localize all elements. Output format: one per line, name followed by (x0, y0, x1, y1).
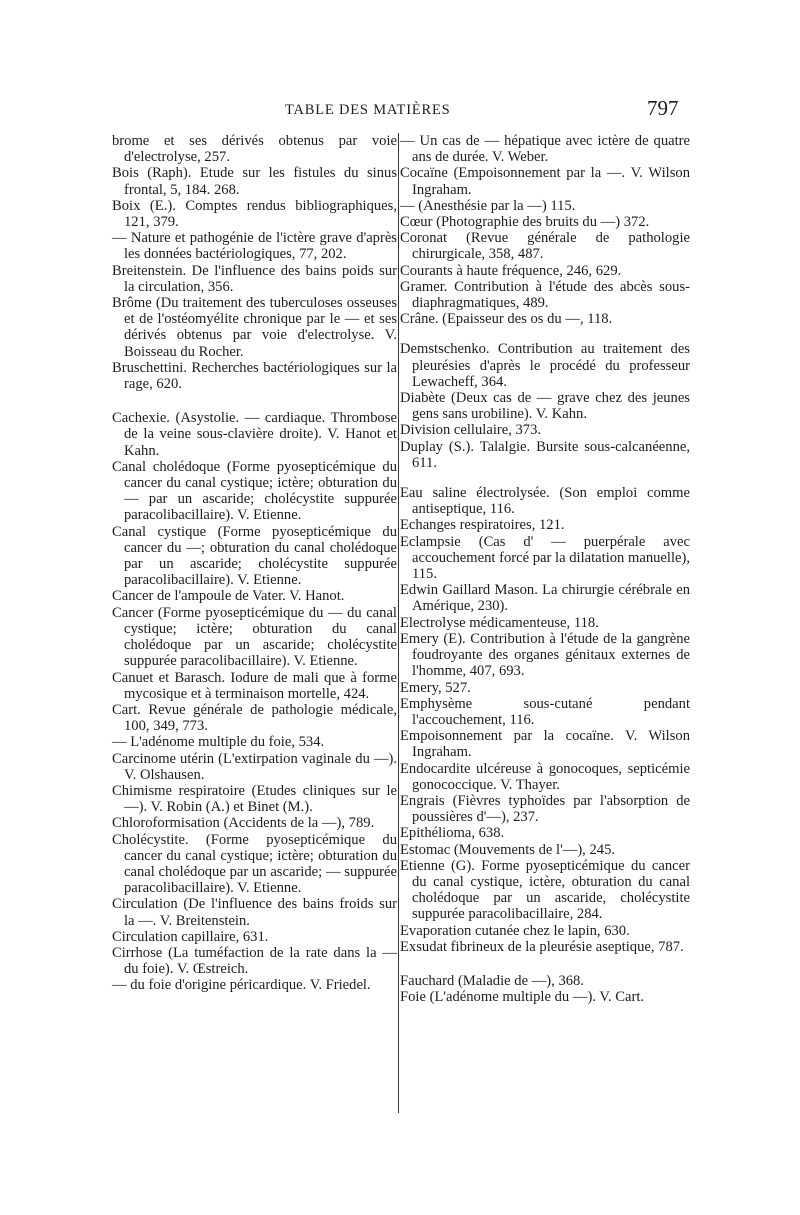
index-entry: — (Anesthésie par la —) 115. (400, 197, 576, 214)
section-gap (400, 955, 690, 973)
index-entry: Evaporation cutanée chez le lapin, 630. (400, 922, 630, 939)
index-entry: Cirrhose (La tuméfaction de la rate dans la — du foie). V. Œstreich. (112, 944, 397, 978)
index-entry: — Un cas de — hépatique avec ictère de quatre ans de durée. V. Weber. (400, 133, 690, 166)
index-entry: Bruschettini. Recherches bactériologiques sur la rage, 620. (112, 359, 397, 393)
index-entry: Exsudat fibrineux de la pleurésie aseptique, 787. (400, 938, 684, 955)
index-entry: Canal cholédoque (Forme pyosepticémique du cancer du canal cystique; ictère; obturation du — par un ascaride; cholécystite suppurée paracolibacillaire). V. Etienne. (112, 458, 397, 524)
index-entry: — L'adénome multiple du foie, 534. (112, 734, 325, 751)
index-entry: Foie (L'adénome multiple du —). V. Cart. (400, 989, 645, 1006)
index-entry: Division cellulaire, 373. (400, 422, 542, 439)
index-entry: Eau saline électrolysée. (Son emploi comme antiseptique, 116. (400, 485, 690, 518)
index-entry: Electrolyse médicamenteuse, 118. (400, 614, 599, 631)
column-divider (398, 133, 399, 1113)
index-entry: Emery (E). Contribution à l'étude de la gangrène foudroyante des organes génitaux externes de l'homme, 407, 693. (400, 630, 690, 680)
index-entry: Etienne (G). Forme pyosepticémique du cancer du canal cystique, ictère, obturation du canal cholédoque par un ascaride, cholécystite suppurée paracolibacillaire, 284. (400, 857, 690, 923)
index-entry: Carcinome utérin (L'extirpation vaginale du —). V. Olshausen. (112, 750, 397, 783)
index-entry: Cachexie. (Asystolie. — cardiaque. Thrombose de la veine sous-clavière droite). V. Hanot et Kahn. (112, 410, 397, 459)
index-entry: Gramer. Contribution à l'étude des abcès sous-diaphragmatiques, 489. (400, 278, 690, 312)
index-entry: Canal cystique (Forme pyosepticémique du cancer du —; obturation du canal cholédoque par un ascaride; cholécystite suppurée paracolibacillaire). V. Etienne. (112, 523, 397, 589)
page-number: 797 (647, 96, 679, 120)
index-entry: Brôme (Du traitement des tuberculoses osseuses et de l'ostéomyélite chronique par le — et ses dérivés obtenus par voie d'electrolyse. V. Boisseau du Rocher. (112, 295, 397, 360)
index-entry: Emphysème sous-cutané pendant l'accouchement, 116. (400, 695, 690, 728)
index-entry: Cart. Revue générale de pathologie médicale, 100, 349, 773. (112, 701, 397, 735)
index-entry: Edwin Gaillard Mason. La chirurgie cérébrale en Amérique, 230). (400, 582, 690, 615)
index-entry: Diabète (Deux cas de — grave chez des jeunes gens sans urobiline). V. Kahn. (400, 390, 690, 423)
running-header: TABLE DES MATIÈRES (285, 102, 451, 118)
index-entry: Demstschenko. Contribution au traitement des pleurésies d'après le procédé du professeur Lewacheff, 364. (400, 341, 690, 390)
index-entry: Chimisme respiratoire (Etudes cliniques sur le —). V. Robin (A.) et Binet (M.). (112, 782, 397, 816)
index-entry: Cocaïne (Empoisonnement par la —. V. Wilson Ingraham. (400, 165, 690, 198)
index-entry: Circulation (De l'influence des bains froids sur la —. V. Breitenstein. (112, 896, 397, 929)
index-entry: Endocardite ulcéreuse à gonocoques, septicémie gonococcique. V. Thayer. (400, 760, 690, 793)
index-entry: Duplay (S.). Talalgie. Bursite sous-calcanéenne, 611. (400, 438, 690, 471)
index-entry: Canuet et Barasch. Iodure de mali que à forme mycosique et à terminaison mortelle, 424. (112, 669, 397, 702)
index-entry: Courants à haute fréquence, 246, 629. (400, 262, 622, 279)
index-entry: Estomac (Mouvements de l'—), 245. (400, 841, 616, 858)
right-column (400, 133, 690, 1005)
index-entry: Coronat (Revue générale de pathologie chirurgicale, 358, 487. (400, 230, 690, 263)
index-entry: Epithélioma, 638. (400, 825, 505, 842)
index-entry: Cancer de l'ampoule de Vater. V. Hanot. (112, 588, 345, 605)
index-entry: Bois (Raph). Etude sur les fistules du sinus frontal, 5, 184. 268. (112, 165, 397, 198)
section-gap (400, 471, 690, 485)
index-entry: Boix (E.). Comptes rendus bibliographiques, 121, 379. (112, 197, 397, 231)
section-gap (400, 327, 690, 341)
index-entry: Echanges respiratoires, 121. (400, 517, 565, 534)
index-entry: Chloroformisation (Accidents de la —), 789. (112, 815, 375, 832)
index-entry: Circulation capillaire, 631. (112, 928, 269, 945)
index-entry: Cœur (Photographie des bruits du —) 372. (400, 214, 650, 231)
index-entry: Cancer (Forme pyosepticémique du — du canal cystique; ictère; obturation du canal cholédoque par un ascaride; cholécystite suppurée paracolibacillaire). V. Etienne. (112, 604, 397, 670)
index-entry: — Nature et pathogénie de l'ictère grave d'après les données bactériologiques, 77, 202. (112, 230, 397, 263)
section-gap (112, 392, 397, 410)
index-entry: brome et ses dérivés obtenus par voie d'electrolyse, 257. (112, 133, 397, 166)
index-entry: Cholécystite. (Forme pyosepticémique du cancer du canal cystique; ictère; obturation du canal cholédoque par un ascaride; — suppurée paracolibacillaire). V. Etienne. (112, 831, 397, 897)
index-entry: Engrais (Fièvres typhoïdes par l'absorption de poussières d'—), 237. (400, 792, 690, 826)
index-entry: Emery, 527. (400, 679, 471, 696)
index-entry: — du foie d'origine péricardique. V. Friedel. (112, 977, 371, 994)
index-entry: Crâne. (Epaisseur des os du —, 118. (400, 311, 613, 328)
index-entry: Fauchard (Maladie de —), 368. (400, 972, 584, 989)
index-entry: Breitenstein. De l'influence des bains poids sur la circulation, 356. (112, 262, 397, 295)
index-entry: Empoisonnement par la cocaïne. V. Wilson Ingraham. (400, 728, 690, 761)
index-entry: Eclampsie (Cas d' — puerpérale avec accouchement forcé par la dilatation manuelle), 115. (400, 533, 690, 583)
left-column (112, 133, 397, 994)
